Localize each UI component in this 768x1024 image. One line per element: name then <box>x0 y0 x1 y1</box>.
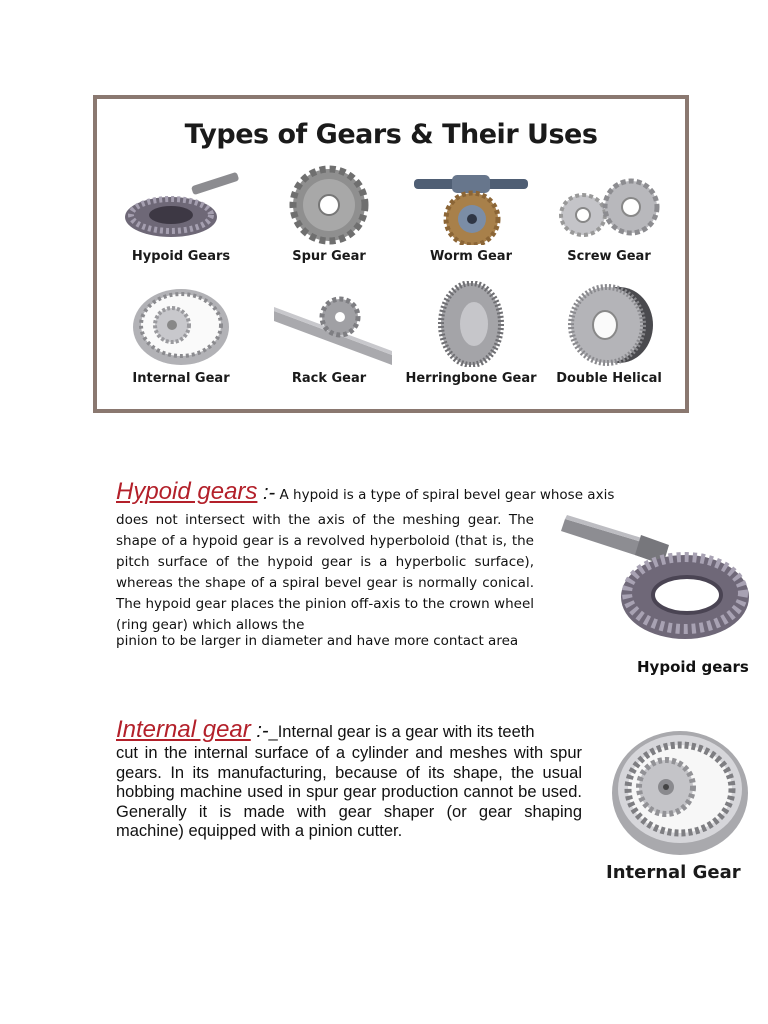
spur-gear-label: Spur Gear <box>292 249 366 264</box>
hypoid-caption: Hypoid gears <box>637 658 749 676</box>
banner-title: Types of Gears & Their Uses <box>184 119 598 150</box>
herringbone-gear-icon <box>416 281 526 367</box>
double-helical-label: Double Helical <box>556 371 662 386</box>
screw-gear-card <box>535 171 683 264</box>
rack-gear-label: Rack Gear <box>291 371 367 386</box>
rack-gear-icon <box>264 291 394 367</box>
hypoid-first-line: A hypoid is a type of spiral bevel gear whose axis <box>275 487 615 503</box>
rack-gear-card <box>255 291 403 386</box>
herringbone-gear-card <box>397 281 545 386</box>
internal-gear-label: Internal Gear <box>132 371 230 386</box>
screw-gear-icon <box>549 171 669 245</box>
spur-gear-card <box>255 165 403 264</box>
worm-gear-card <box>397 169 545 264</box>
internal-heading-line <box>116 716 535 744</box>
internal-gear-card <box>107 285 255 386</box>
worm-gear-icon <box>406 169 536 245</box>
double-helical-card <box>535 281 683 386</box>
worm-gear-label: Worm Gear <box>430 249 512 264</box>
hypoid-paragraph: does not intersect with the axis of the meshing gear. The shape of a hypoid gear is a revolved hyperboloid (that is, the pitch surface of the hypoid gear is a hyperbolic surface), whereas the shape of a spiral bevel gear is normally conical. The hypoid gear places the pinion off-axis to the crown wheel (ring gear) which allows the <box>116 512 534 633</box>
screw-gear-label: Screw Gear <box>567 249 651 264</box>
hypoid-separator: :- <box>257 482 276 504</box>
internal-heading: Internal gear <box>116 716 251 743</box>
hypoid-gear-image <box>545 505 755 655</box>
internal-separator: :- <box>250 720 269 742</box>
hypoid-gears-card <box>107 171 255 264</box>
hypoid-heading-line <box>116 478 614 506</box>
herringbone-gear-label: Herringbone Gear <box>405 371 537 386</box>
internal-gear-small-icon <box>126 285 236 367</box>
hypoid-heading: Hypoid gears <box>116 478 258 505</box>
internal-gear-icon <box>608 727 752 857</box>
internal-caption: Internal Gear <box>606 862 741 883</box>
hypoid-last-line: pinion to be larger in diameter and have more contact area <box>116 633 519 649</box>
double-helical-gear-icon <box>549 281 669 367</box>
gear-types-banner <box>93 95 689 413</box>
internal-first-line: _Internal gear is a gear with its teeth <box>268 723 535 741</box>
hypoid-gear-icon <box>121 171 241 245</box>
hypoid-gears-label: Hypoid Gears <box>131 249 231 264</box>
spur-gear-icon <box>274 165 384 245</box>
internal-paragraph: cut in the internal surface of a cylinder and meshes with spur gears. In its manufacturing, because of its shape, the usual hobbing machine used in spur gear production cannot be used. Generally it is made with gear shaper (or gear shaping machine) equipped with a pinion cutter. <box>116 744 582 840</box>
